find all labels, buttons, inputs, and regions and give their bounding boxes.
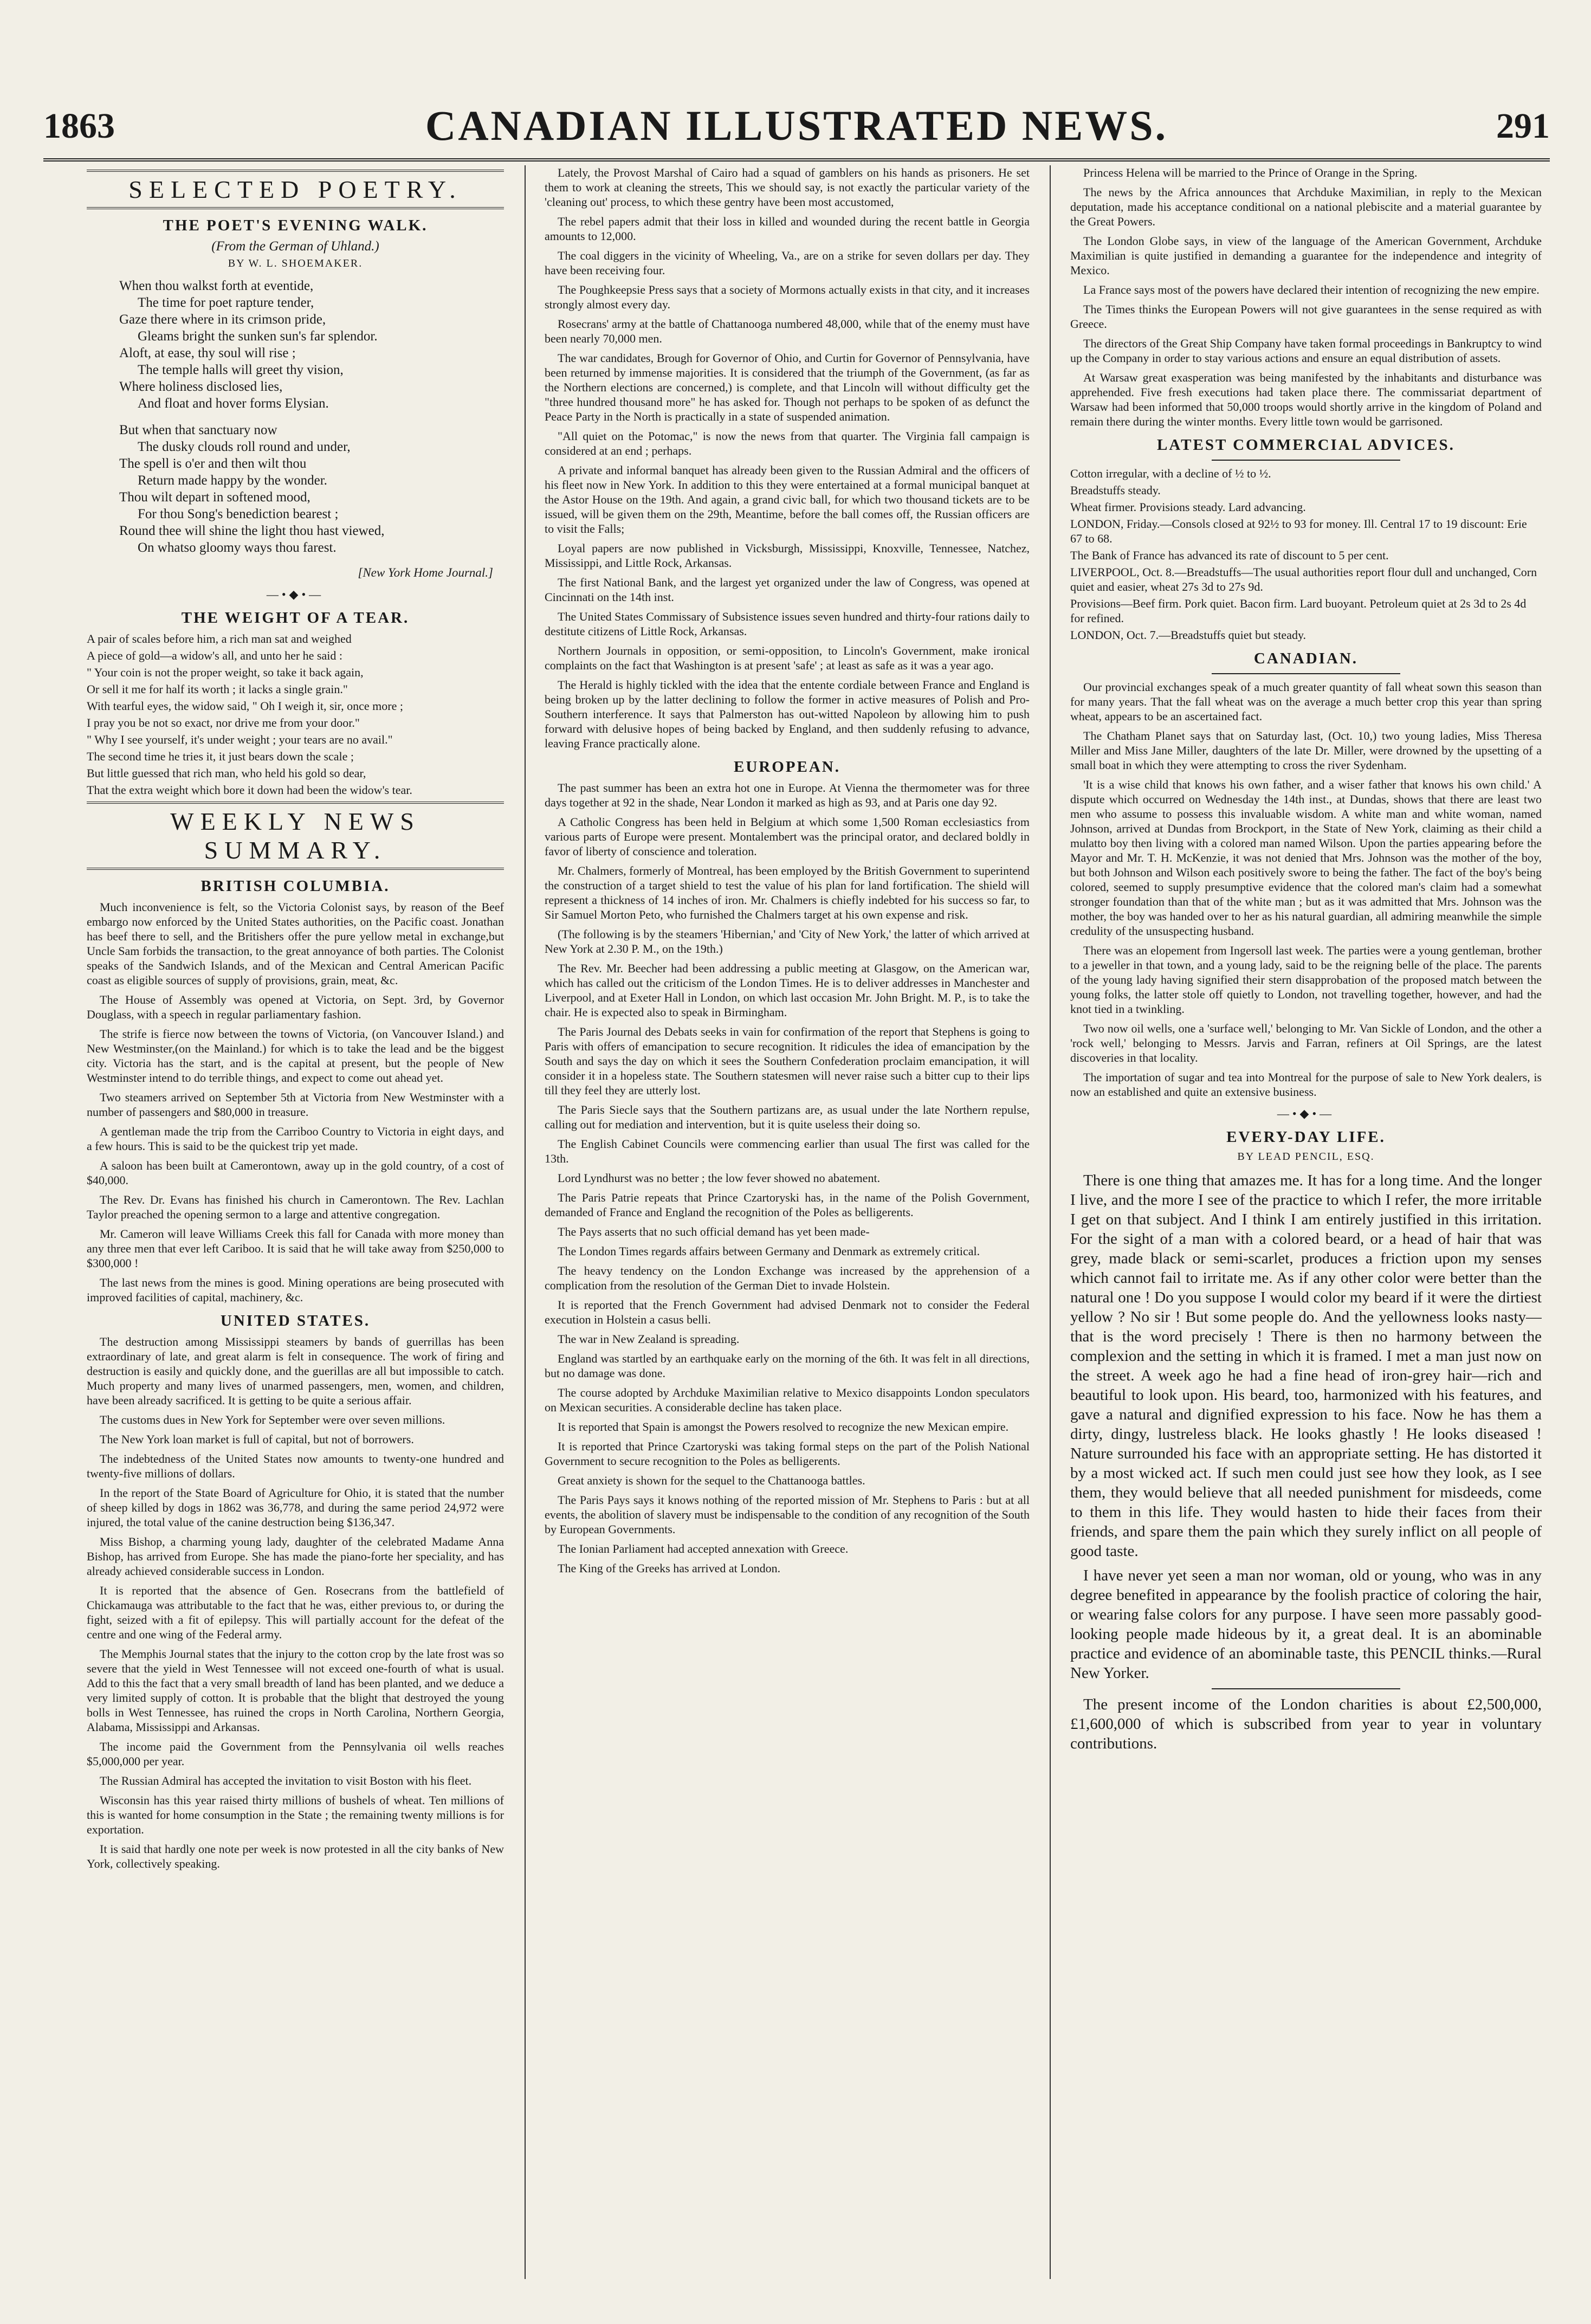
news-paragraph: It is reported that the absence of Gen. Rosecrans from the battlefield of Chickamauga was attributable to the fact that he was, either previous to, or during the fight, seized with a fit of epilepsy. This will partially account for the defeat of the centre and one wing of the Federal army. xyxy=(87,1584,504,1641)
verse-line: With tearful eyes, the widow said, " Oh I weigh it, sir, once more ; xyxy=(87,699,403,713)
news-paragraph: The Chatham Planet says that on Saturday last, (Oct. 10,) two young ladies, Miss Theresa Miller and Miss Jane Miller, daughters of the late Dr. Miller, were drowned by the upsetting of a small boat in which they were attempting to cross the river Sydenham. xyxy=(1070,729,1542,772)
news-paragraph: It is reported that the French Government had advised Denmark not to consider the Federal execution in Holstein a casus belli. xyxy=(545,1298,1030,1326)
market-line: Breadstuffs steady. xyxy=(1070,483,1161,497)
column-1 xyxy=(87,165,504,2290)
essay-title: EVERY-DAY LIFE. xyxy=(1226,1128,1386,1146)
news-paragraph: (The following is by the steamers 'Hibernian,' and 'City of New York,' the latter of which arrived at New York at 2.30 P. M., on the 19th.) xyxy=(545,927,1030,956)
poem-stanza xyxy=(119,277,504,412)
news-paragraph: The indebtedness of the United States now amounts to twenty-one hundred and twenty-five millions of dollars. xyxy=(87,1452,504,1480)
news-paragraph: The House of Assembly was opened at Victoria, on Sept. 3rd, by Governor Douglass, with a speech in regular parliamentary fashion. xyxy=(87,993,504,1021)
market-line: Wheat firmer. Provisions steady. Lard advancing. xyxy=(1070,500,1306,514)
market-line: Cotton irregular, with a decline of ½ to ½. xyxy=(1070,467,1271,480)
verse-line: Or sell it me for half its worth ; it lacks a single grain." xyxy=(87,682,348,696)
verse-line: Aloft, at ease, thy soul will rise ; xyxy=(119,346,296,360)
news-paragraph: The importation of sugar and tea into Montreal for the purpose of sale to New York dealers, is now an established and quite an extensive business. xyxy=(1070,1070,1542,1099)
article-body xyxy=(545,165,1030,751)
news-paragraph: The strife is fierce now between the towns of Victoria, (on Vancouver Island.) and New Westminster,(on the Mainland.) for which is to take the lead and be the biggest city. Victoria has the start, and is the capital at present, but the people of New Westminster intend to do terrible things, and expect to come out ahead yet. xyxy=(87,1027,504,1084)
section-heading: WEEKLY NEWS SUMMARY. xyxy=(87,802,504,870)
verse-line: " Your coin is not the proper weight, so take it back again, xyxy=(87,666,364,679)
verse-line: The spell is o'er and then wilt thou xyxy=(119,456,307,471)
news-paragraph: The London Times regards affairs between Germany and Denmark as extremely critical. xyxy=(558,1244,980,1258)
news-paragraph: It is reported that Spain is amongst the Powers resolved to recognize the new Mexican empire. xyxy=(558,1420,1009,1434)
news-paragraph: The United States Commissary of Subsistence issues seven hundred and thirty-four rations daily to destitute citizens of Little Rock, Arkansas. xyxy=(545,610,1030,638)
news-paragraph: A private and informal banquet has already been given to the Russian Admiral and the officers of his fleet now in New York. In addition to this they were entertained at a formal municipal banquet at the Astor House on the 19th. And again, a grand civic ball, for which two thousand tickets are to be issued, will be given them on the 29th, Meantime, before the ball comes off, the Russian officers are to visit the Falls; xyxy=(545,463,1030,535)
verse-line: A pair of scales before him, a rich man sat and weighed xyxy=(87,632,352,645)
news-paragraph: The Pays asserts that no such official demand has yet been made- xyxy=(558,1225,870,1238)
commercial-advices xyxy=(1070,466,1542,642)
subsection-heading: CANADIAN. xyxy=(1253,650,1359,667)
verse-line: Thou wilt depart in softened mood, xyxy=(119,490,311,505)
separator-ornament: —•◆•— xyxy=(1277,1107,1335,1120)
section-heading: SELECTED POETRY. xyxy=(87,170,504,209)
subsection-heading: EUROPEAN. xyxy=(734,758,840,776)
column-divider xyxy=(525,165,526,2279)
news-paragraph: The heavy tendency on the London Exchange was increased by the apprehension of a complication from the resolution of the German Diet to invade Holstein. xyxy=(545,1264,1030,1292)
news-paragraph: Rosecrans' army at the battle of Chattanooga numbered 48,000, while that of the enemy must have been nearly 70,000 men. xyxy=(545,317,1030,345)
news-paragraph: The Herald is highly tickled with the idea that the entente cordiale between France and England is being broken up by the latter declining to follow the former in active measures of Polish and Pro-Southern interference. It says that Palmerston has out-witted Napoleon by allowing him to push forward with delusive hopes of being backed by England, and then suddenly refusing to advance, leaving France practically alone. xyxy=(545,678,1030,750)
verse-line: For thou Song's benediction bearest ; xyxy=(138,507,339,521)
news-paragraph: The destruction among Mississippi steamers by bands of guerrillas has been extraordinary of late, and great alarm is felt in consequence. The work of firing and destruction is easily and quickly done, and the guerillas are all but impossible to catch. Much property and many lives of unarmed passengers, men, women, and children, have been already sacrificed. It is getting to be quite a serious affair. xyxy=(87,1335,504,1407)
verse-line: I pray you be not so exact, nor drive me from your door." xyxy=(87,716,360,730)
news-paragraph: The Ionian Parliament had accepted annexation with Greece. xyxy=(558,1542,849,1555)
verse-line: On whatso gloomy ways thou farest. xyxy=(138,540,337,555)
news-paragraph: Loyal papers are now published in Vicksburgh, Mississippi, Knoxville, Tennessee, Natchez, Mississippi, and Little Rock, Arkansas. xyxy=(545,541,1030,570)
verse-line: When thou walkst forth at eventide, xyxy=(119,279,314,293)
news-paragraph: It is reported that Prince Czartoryski was taking formal steps on the part of the Polish National Government to secure recognition to the Poles as belligerents. xyxy=(545,1439,1030,1468)
news-paragraph: Lord Lyndhurst was no better ; the low fever showed no abatement. xyxy=(558,1171,881,1185)
market-line: LONDON, Oct. 7.—Breadstuffs quiet but steady. xyxy=(1070,628,1307,642)
verse-line: " Why I see yourself, it's under weight ; your tears are no avail." xyxy=(87,733,393,746)
news-paragraph: Lately, the Provost Marshal of Cairo had a squad of gamblers on his hands as prisoners. He set them to work at cleaning the streets, This we should say, is not exactly the particular variety of the 'cleaning out' process, to which these gentry have been most accustomed, xyxy=(545,166,1030,209)
news-paragraph: Northern Journals in opposition, or semi-opposition, to Lincoln's Government, make ironical complaints on the fact that Washington is at present 'safe' ; at least as safe as it was a year ago. xyxy=(545,644,1030,672)
news-paragraph: Miss Bishop, a charming young lady, daughter of the celebrated Madame Anna Bishop, has arrived from Europe. She has made the piano-forte her speciality, and has already achieved considerable success in London. xyxy=(87,1535,504,1578)
verse-line: That the extra weight which bore it down had been the widow's tear. xyxy=(87,783,412,797)
news-paragraph: Princess Helena will be married to the Prince of Orange in the Spring. xyxy=(1083,166,1418,179)
essay-body xyxy=(1070,1171,1542,1683)
news-paragraph: England was startled by an earthquake early on the morning of the 6th. It was felt in all directions, but no damage was done. xyxy=(545,1352,1030,1380)
news-paragraph: The past summer has been an extra hot one in Europe. At Vienna the thermometer was for three days together at 92 in the shade, Near London it marked as high as 93, and at Paris one day 92. xyxy=(545,781,1030,809)
essay-paragraph: There is one thing that amazes me. It has for a long time. And the longer I live, and the more I see of the practice to which I refer, the more irritable I get on that subject. And I think I am entirely justified in this irritation. For the sight of a man with a colored beard, or a head of hair that was grey, made black or semi-scarlet, produces a friction upon my senses which cannot fail to irritate me. As if any other color were better than the natural one ! Do you suppose I would color my beard if it were the dirtiest yellow ? No sir ! But some people do. And the yellowness looks nasty—that is the word precisely ! There is then no harmony between the complexion and the setting in which it is framed. I met a man just now on the street. A week ago he had a fine head of iron-grey hair—rich and beautiful to look upon. His beard, too, harmonized with his features, and gave a natural and dignified expression to his face. Now he has them a dirty, dingy, lustreless black. He looks ghastly ! He looks diseased ! Nature surrounded his face with an appropriate setting. He has distorted it by a most wicked act. If such men could just see how they look, as I see them, they would believe that all needed punishment for misdeeds, come to them in this life. They would hasten to hide their faces from their friends, and spare them the pain which they surely inflict on all people of good taste. xyxy=(1070,1172,1542,1560)
subsection-heading: UNITED STATES. xyxy=(220,1312,371,1329)
news-paragraph: Much inconvenience is felt, so the Victoria Colonist says, by reason of the Beef embargo now enforced by the United States authorities, on the Pacific coast. Jonathan has beef there to sell, and the Britishers offer the pure yellow metal in exchange,but Uncle Sam forbids the transaction, to the great annoyance of both parties. The Colonist speaks of the Sandwich Islands, and of the Mexican and Central American Pacific coast as eligible sources of supply of provisions, grain, meat, &c. xyxy=(87,900,504,987)
verse-line: Gaze there where in its crimson pride, xyxy=(119,312,326,327)
news-paragraph: The war candidates, Brough for Governor of Ohio, and Curtin for Governor of Pennsylvania, have been returned by immense majorities. It is considered that the triumph of the Government, (as far as the Northern elections are concerned,) is complete, and that Lincoln will without difficulty get the "three hundred thousand more" he has asked for. Though not perhaps to be spoken of as defunct the Peace Party in the North is practically in a state of suspended animation. xyxy=(545,351,1030,423)
news-paragraph: The course adopted by Archduke Maximilian relative to Mexico disappoints London speculators on Mexican securities. A considerable decline has taken place. xyxy=(545,1386,1030,1414)
closing-paragraph: The present income of the London charities is about £2,500,000, £1,600,000 of which is subscribed from year to year in voluntary contributions. xyxy=(1070,1696,1542,1752)
poem-subtitle: (From the German of Uhland.) xyxy=(211,239,379,254)
issue-year: 1863 xyxy=(43,106,115,146)
news-paragraph: A saloon has been built at Camerontown, away up in the gold country, of a cost of $40,000. xyxy=(87,1159,504,1187)
news-paragraph: The Paris Patrie repeats that Prince Czartoryski has, in the name of the Polish Government, demanded of France and England the recognition of the Poles as belligerents. xyxy=(545,1191,1030,1219)
subsection-heading: BRITISH COLUMBIA. xyxy=(201,877,390,895)
news-paragraph: The news by the Africa announces that Archduke Maximilian, in reply to the Mexican deputation, made his acceptance conditional on a national plebiscite and a material guarantee by the Great Powers. xyxy=(1070,185,1542,228)
news-paragraph: The English Cabinet Councils were commencing earlier than usual The first was called for the 13th. xyxy=(545,1137,1030,1165)
news-paragraph: The directors of the Great Ship Company have taken formal proceedings in Bankruptcy to wind up the Company in order to stay various actions and ensure an equal distribution of assets. xyxy=(1070,337,1542,365)
essay-paragraph: I have never yet seen a man nor woman, old or young, who was in any degree benefited in appearance by the foolish practice of coloring the hair, or wearing false colors for any purpose. I have seen more passably good-looking people made hideous by it, a great deal. It is an abominable practice and evidence of an abominable taste, this PENCIL thinks.—Rural New Yorker. xyxy=(1070,1567,1542,1682)
poem-body xyxy=(87,631,504,797)
article-body xyxy=(87,1334,504,1871)
column-3 xyxy=(1070,165,1542,2290)
verse-line: And float and hover forms Elysian. xyxy=(138,396,329,411)
short-rule xyxy=(1212,1688,1400,1689)
news-paragraph: At Warsaw great exasperation was being manifested by the inhabitants and disturbance was apprehended. Five fresh executions had taken place there. The commissariat department of Warsaw had been informed that 50,000 troops would shortly arrive in the kingdom of Poland and remain there during the winter months. Every little town would be garrisoned. xyxy=(1070,371,1542,428)
verse-line: Round thee will shine the light thou hast viewed, xyxy=(119,524,385,538)
news-paragraph: The Rev. Mr. Beecher had been addressing a public meeting at Glasgow, on the American war, which has called out the criticism of the London Times. He is to deliver addresses in Manchester and Liverpool, and at Exeter Hall in London, on which last occasion Mr. John Bright. M. P., is to take the chair. He is expected also to speak in Birmingham. xyxy=(545,961,1030,1019)
column-2 xyxy=(545,165,1030,2290)
masthead xyxy=(43,95,1550,160)
verse-line: Where holiness disclosed lies, xyxy=(119,379,283,394)
poem-title: THE WEIGHT OF A TEAR. xyxy=(181,609,410,627)
poem-stanza xyxy=(119,422,504,556)
news-paragraph: The Paris Pays says it knows nothing of the reported mission of Mr. Stephens to Paris : but at all events, the abolition of slavery must be indispensable to the condition of any recognition of the South by European Governments. xyxy=(545,1493,1030,1536)
article-body xyxy=(1070,165,1542,429)
news-paragraph: The Russian Admiral has accepted the invitation to visit Boston with his fleet. xyxy=(100,1774,472,1787)
verse-line: The time for poet rapture tender, xyxy=(138,295,314,310)
news-paragraph: The Poughkeepsie Press says that a society of Mormons actually exists in that city, and it increases strongly almost every day. xyxy=(545,283,1030,311)
news-paragraph: The rebel papers admit that their loss in killed and wounded during the recent battle in Georgia amounts to 12,000. xyxy=(545,215,1030,243)
news-paragraph: The Paris Journal des Debats seeks in vain for confirmation of the report that Stephens is going to Paris with offers of emancipation to secure recognition. It ridicules the idea of emancipation by the South and says the day on which it sees the Southern Confederation proclaim emancipation, it will consider it in a hopeless state. The Southern statesmen will never raise such a bitter cup to their lips till they feel they are utterly lost. xyxy=(545,1025,1030,1097)
news-paragraph: The Memphis Journal states that the injury to the cotton crop by the late frost was so severe that the yield in West Tennessee will not exceed one-fourth of what is usual. Add to this the fact that a very small breadth of land has been planted, and we deduce a very limited supply of cotton. It is probable that the blight that destroyed the young bolls in West Tennessee, has ruined the crops in North Carolina, Northern Georgia, Alabama, Mississippi and Arkansas. xyxy=(87,1647,504,1734)
poem-author: BY W. L. SHOEMAKER. xyxy=(228,257,363,269)
news-paragraph: A Catholic Congress has been held in Belgium at which some 1,500 Roman ecclesiastics from various parts of Europe were present. Montalembert was the principal orator, and declared boldly in favor of liberty of conscience and toleration. xyxy=(545,815,1030,858)
column-divider xyxy=(1050,165,1051,2279)
news-paragraph: The income paid the Government from the Pennsylvania oil wells reaches $5,000,000 per year. xyxy=(87,1740,504,1768)
verse-line: Return made happy by the wonder. xyxy=(138,473,327,488)
verse-line: But little guessed that rich man, who held his gold so dear, xyxy=(87,766,366,780)
verse-line: But when that sanctuary now xyxy=(119,423,277,437)
market-line: The Bank of France has advanced its rate of discount to 5 per cent. xyxy=(1070,548,1389,562)
separator-ornament: —•◆•— xyxy=(266,588,325,601)
news-paragraph: The coal diggers in the vicinity of Wheeling, Va., are on a strike for seven dollars per day. They have been receiving four. xyxy=(545,249,1030,277)
market-line: Provisions—Beef firm. Pork quiet. Bacon firm. Lard buoyant. Petroleum quiet at 2s 3d to 2s 4d for refined. xyxy=(1070,597,1527,625)
poem-title: THE POET'S EVENING WALK. xyxy=(163,217,428,234)
news-paragraph: Wisconsin has this year raised thirty millions of bushels of wheat. Ten millions of this is wanted for home consumption in the State ; the remaining twenty millions is for exportation. xyxy=(87,1793,504,1836)
article-body xyxy=(87,900,504,1305)
closing-note xyxy=(1070,1695,1542,1753)
news-paragraph: The Rev. Dr. Evans has finished his church in Camerontown. The Rev. Lachlan Taylor preached the opening sermon to a large and attentive congregation. xyxy=(87,1193,504,1221)
subsection-heading: LATEST COMMERCIAL ADVICES. xyxy=(1157,436,1455,454)
verse-line: Gleams bright the sunken sun's far splendor. xyxy=(138,329,378,344)
essay-byline: BY LEAD PENCIL, ESQ. xyxy=(1237,1151,1375,1163)
news-paragraph: The Times thinks the European Powers will not give guarantees in the sense required as with Greece. xyxy=(1070,302,1542,331)
market-line: LONDON, Friday.—Consols closed at 92½ to 93 for money. Ill. Central 17 to 19 discount: Erie 67 to 68. xyxy=(1070,517,1527,545)
article-body xyxy=(545,780,1030,1576)
news-paragraph: The King of the Greeks has arrived at London. xyxy=(558,1561,781,1575)
news-paragraph: The Paris Siecle says that the Southern partizans are, as usual under the late Northern repulse, calling out for mediation and intervention, but it is quite useless their doing so. xyxy=(545,1103,1030,1131)
verse-line: The temple halls will greet thy vision, xyxy=(138,363,344,377)
news-paragraph: Great anxiety is shown for the sequel to the Chattanooga battles. xyxy=(558,1474,865,1487)
news-paragraph: Mr. Cameron will leave Williams Creek this fall for Canada with more money than any three men that ever left Cariboo. It is said that he will take away from $250,000 to $300,000 ! xyxy=(87,1227,504,1270)
news-paragraph: In the report of the State Board of Agriculture for Ohio, it is stated that the number of sheep killed by dogs in 1862 was 36,778, and during the same period 24,972 were injured, the total value of the canine destruction being $136,347. xyxy=(87,1486,504,1529)
short-rule xyxy=(1212,460,1400,461)
verse-line: The dusky clouds roll round and under, xyxy=(138,440,351,454)
news-paragraph: The war in New Zealand is spreading. xyxy=(558,1332,740,1346)
news-paragraph: Our provincial exchanges speak of a much greater quantity of fall wheat sown this season than for many years. That the fall wheat was on the average a much better crop this year than spring wheat, appears to be an ascertained fact. xyxy=(1070,680,1542,723)
verse-line: A piece of gold—a widow's all, and unto her he said : xyxy=(87,649,342,662)
news-paragraph: La France says most of the powers have declared their intention of recognizing the new empire. xyxy=(1083,283,1540,296)
news-paragraph: A gentleman made the trip from the Carriboo Country to Victoria in eight days, and a few hours. This is said to be the quickest trip yet made. xyxy=(87,1125,504,1153)
news-paragraph: There was an elopement from Ingersoll last week. The parties were a young gentleman, brother to a jeweller in that town, and a young lady, said to be the reigning belle of the place. The parents of the young lady having signified their stern disapprobation of the proposed match between the young folks, the latter stole off quietly to London, not travelling together, however, and had the knot tied in a twinkling. xyxy=(1070,944,1542,1016)
poem-source: [New York Home Journal.] xyxy=(358,566,493,579)
masthead-rule xyxy=(43,158,1550,162)
news-paragraph: The last news from the mines is good. Mining operations are being prosecuted with improved facilities of capital, machinery, &c. xyxy=(87,1276,504,1304)
news-paragraph: The New York loan market is full of capital, but not of borrowers. xyxy=(100,1432,414,1446)
news-paragraph: The London Globe says, in view of the language of the American Government, Archduke Maximilian is quite justified in demanding a guarantee for the independence and integrity of Mexico. xyxy=(1070,234,1542,277)
verse-line: The second time he tries it, it just bears down the scale ; xyxy=(87,750,354,763)
news-paragraph: The customs dues in New York for September were over seven millions. xyxy=(100,1413,445,1426)
news-paragraph: Two now oil wells, one a 'surface well,' belonging to Mr. Van Sickle of London, and the other a 'rock well,' belonging to Messrs. Jarvis and Farran, refiners at Oil Springs, are the latest discoveries in that locality. xyxy=(1070,1022,1542,1064)
page-number: 291 xyxy=(1496,106,1550,146)
article-body xyxy=(1070,680,1542,1099)
news-paragraph: "All quiet on the Potomac," is now the news from that quarter. The Virginia fall campaign is considered at an end ; perhaps. xyxy=(545,429,1030,457)
short-rule xyxy=(1212,673,1400,674)
news-paragraph: Two steamers arrived on September 5th at Victoria from New Westminster with a number of passengers and $80,000 in treasure. xyxy=(87,1090,504,1119)
news-paragraph: It is said that hardly one note per week is now protested in all the city banks of New York, collectively speaking. xyxy=(87,1842,504,1870)
market-line: LIVERPOOL, Oct. 8.—Breadstuffs—The usual authorities report flour dull and unchanged, Corn quiet and easier, wheat 27s 3d to 27s 9d. xyxy=(1070,565,1537,593)
news-paragraph: Mr. Chalmers, formerly of Montreal, has been employed by the British Government to superintend the construction of a target shield to test the value of his plan for land fortification. The shield will represent a thickness of 14 inches of iron. Mr. Chalmers is chiefly indebted for his success so far, to Sir Samuel Morton Peto, who furnished the Chalmers target at his own expense and risk. xyxy=(545,864,1030,921)
newspaper-title: CANADIAN ILLUSTRATED NEWS. xyxy=(425,102,1168,149)
news-paragraph: The first National Bank, and the largest yet organized under the law of Congress, was opened at Cincinnati on the 14th inst. xyxy=(545,576,1030,604)
news-paragraph: 'It is a wise child that knows his own father, and a wiser father that knows his own child.' A dispute which occurred on Wednesday the 14th inst., at Dundas, shows that there are least two men who assume to possess this invaluable wisdom. A white man and white woman, named Johnson, arrived at Dundas from Brockport, in the State of New York, claiming as their child a mulatto boy then living with a colored man named Wilson. Upon the parties appearing before the Mayor and Mr. T. H. McKenzie, it was not denied that Mrs. Johnson was the mother of the boy, but both Johnson and Wilson each positively swore to being the father. The fact of the boy's being colored, seemed to supply presumptive evidence that the colored man's claim had a somewhat stronger foundation than that of the white man ; but as it was admitted that Mrs. Johnson was the mother, the boy was handed over to her as his natural guardian, all admiring meanwhile the simple credulity of the unsuspecting husband. xyxy=(1070,778,1542,938)
